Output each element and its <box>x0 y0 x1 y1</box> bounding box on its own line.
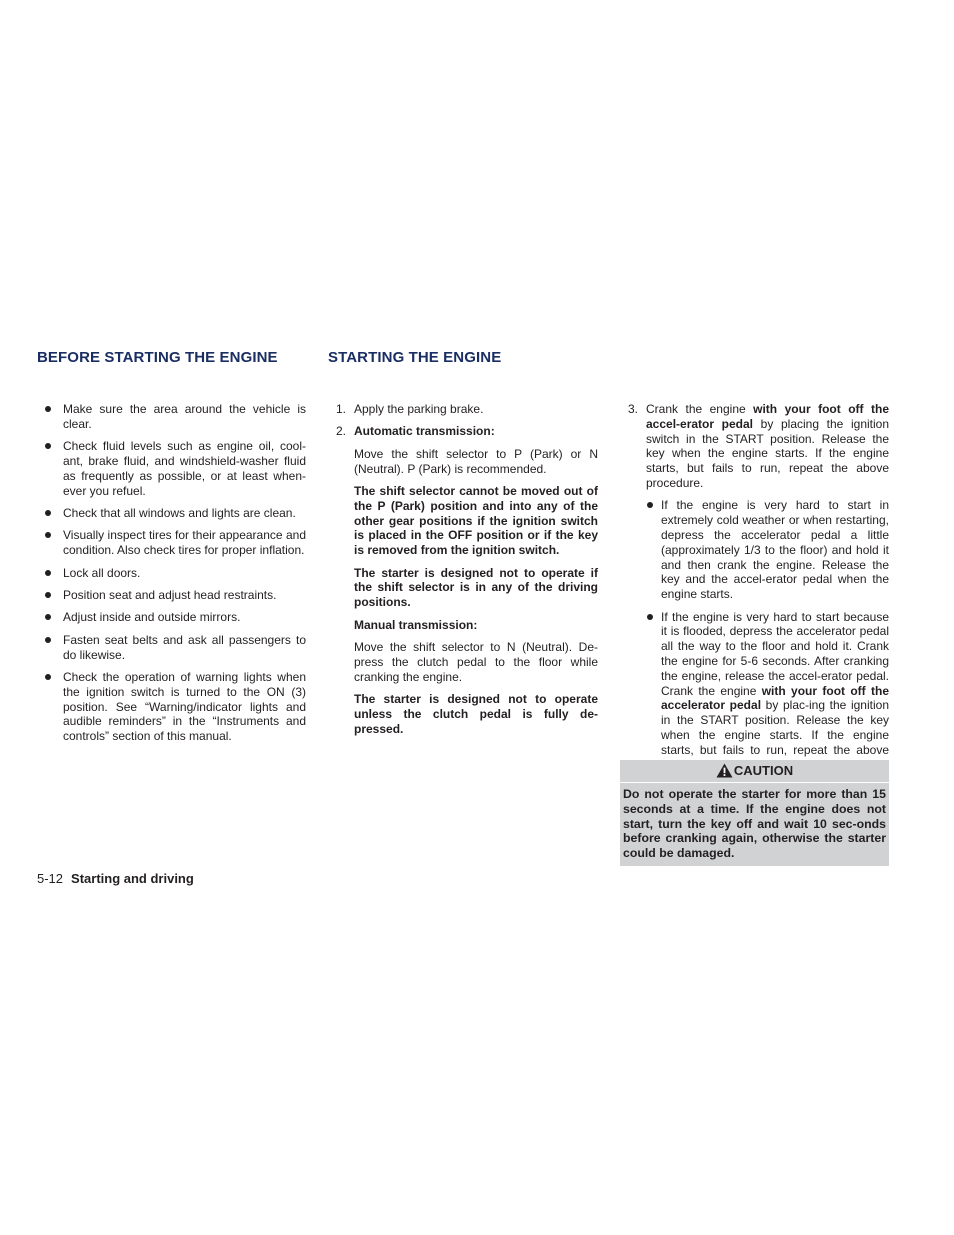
step-1-text: Apply the parking brake. <box>354 402 484 416</box>
section-title: Starting and driving <box>71 871 194 886</box>
list-item: Position seat and adjust head restraints. <box>37 588 306 603</box>
caution-text: Do not operate the starter for more than 15 seconds at a time. If the engine does not start, turn the key off and wait 10 sec-onds before cranking again, otherwise the starter could be damaged. <box>623 787 886 861</box>
page-number: 5-12 <box>37 871 64 886</box>
shift-selector-warning: The shift selector cannot be moved out of the P (Park) position and into any of the other gear positions if the ignition switch is placed in the OFF position or if the key is removed from the ignition switch. <box>354 483 598 558</box>
step-3 <box>628 402 889 772</box>
step-3-column <box>628 402 889 780</box>
list-item: Check fluid levels such as engine oil, cool-ant, brake fluid, and windshield-washer fluid as frequently as possible, or at least when-ever you refuel. <box>37 439 306 498</box>
list-item: Fasten seat belts and ask all passengers to do likewise. <box>37 633 306 663</box>
starting-steps-column <box>336 402 598 744</box>
step-2 <box>336 424 598 736</box>
starter-driving-position-warning: The starter is designed not to operate if the shift selector is in any of the driving positions. <box>354 565 598 610</box>
manual-transmission-title: Manual transmission: <box>354 617 478 632</box>
list-item: If the engine is very hard to start because it is flooded, depress the accelerator pedal all the way to the floor and hold it. Crank the engine for 5-6 seconds. After cranking the engine, release the accel-erator pedal. Crank the engine with your foot off the accelerator pedal by plac-ing the ignition in the START position. Release the key when the engine starts. If the engine starts, but fails to run, repeat the above <box>646 610 889 773</box>
warning-triangle-icon <box>716 763 733 778</box>
step-number: 3. <box>628 402 639 416</box>
section-heading-starting-engine: STARTING THE ENGINE <box>328 349 502 366</box>
section-heading-before-starting: BEFORE STARTING THE ENGINE <box>37 349 278 366</box>
caution-header <box>620 760 889 783</box>
caution-title: CAUTION <box>733 763 794 778</box>
manual-transmission-text: Move the shift selector to N (Neutral). De-press the clutch pedal to the floor while cranking the engine. <box>354 639 598 684</box>
step-3-text: Crank the engine with your foot off the accel-erator pedal by placing the ignition switch in the START position. Release the key when the engine starts. If the engine starts, but fails to run, repeat the above procedure. <box>646 402 890 490</box>
list-item: Lock all doors. <box>37 566 306 581</box>
step-1 <box>336 402 598 417</box>
list-item: Make sure the area around the vehicle is clear. <box>37 402 306 432</box>
caution-box <box>620 760 889 866</box>
list-item: Visually inspect tires for their appearance and condition. Also check tires for proper inflation. <box>37 528 306 558</box>
automatic-transmission-title: Automatic transmission: <box>354 424 495 439</box>
step-3-tips-list <box>646 498 889 772</box>
step-number: 2. <box>336 424 347 439</box>
before-starting-column <box>37 402 306 751</box>
step-number: 1. <box>336 402 347 416</box>
list-item: Check the operation of warning lights when the ignition switch is turned to the ON (3) position. See “Warning/indicator lights and audible reminders” in the “Instruments and controls” section of this manual. <box>37 670 306 744</box>
list-item: Check that all windows and lights are clean. <box>37 506 306 521</box>
page-footer <box>37 871 194 886</box>
before-starting-list <box>37 402 306 744</box>
list-item: Adjust inside and outside mirrors. <box>37 610 306 625</box>
clutch-pedal-warning: The starter is designed not to operate unless the clutch pedal is fully de-pressed. <box>354 691 598 736</box>
list-item: If the engine is very hard to start in extremely cold weather or when restarting, depress the accelerator pedal a little (approximately 1/3 to the floor) and hold it and then crank the engine. Release the key and the accel-erator pedal when the engine starts. <box>646 498 889 602</box>
automatic-transmission-text: Move the shift selector to P (Park) or N (Neutral). P (Park) is recommended. <box>354 446 598 476</box>
